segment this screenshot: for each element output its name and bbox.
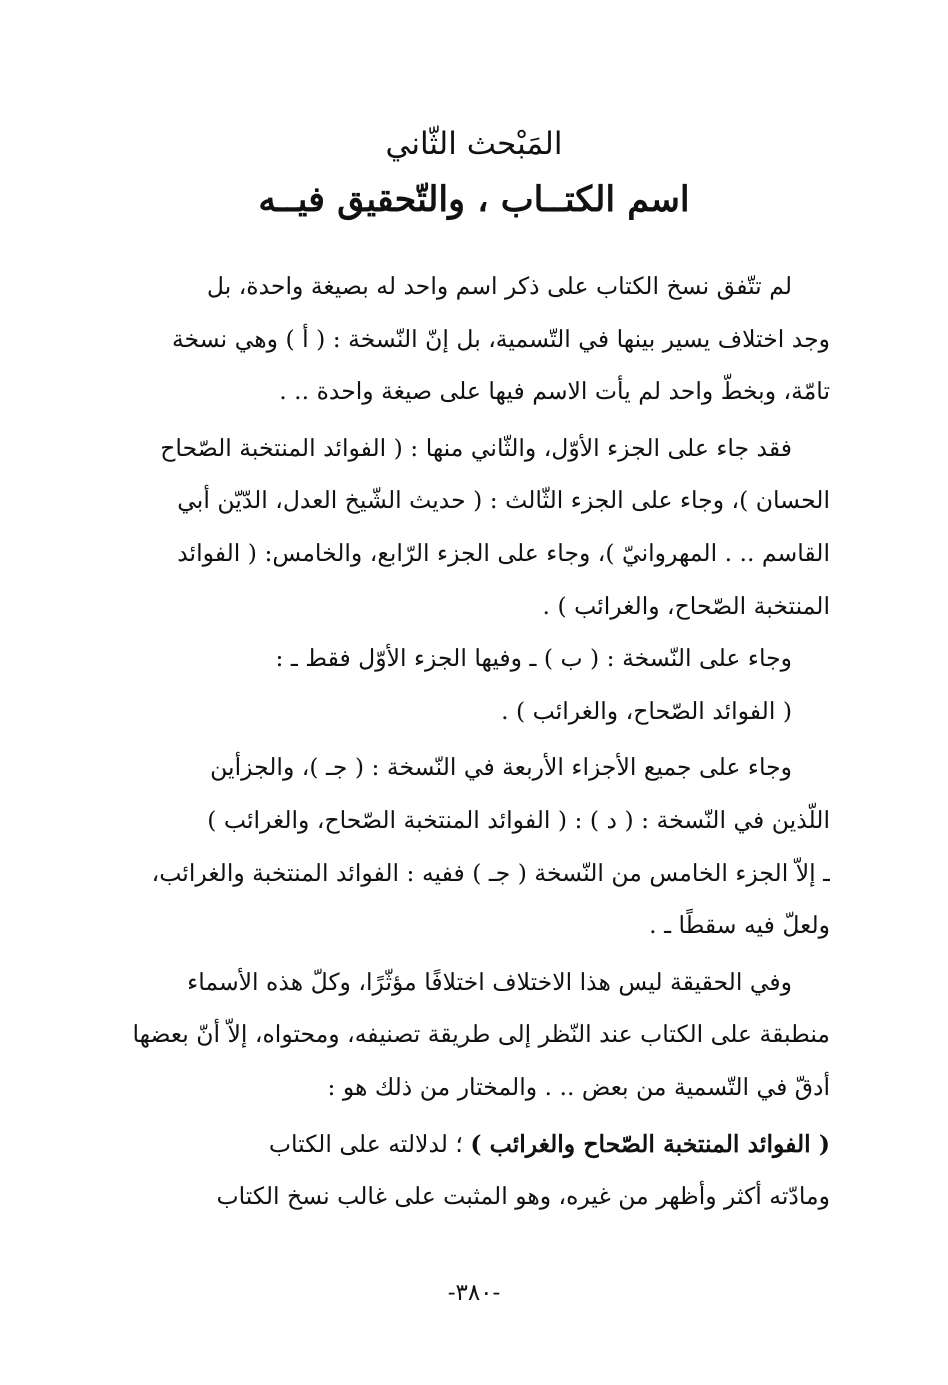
text-line: ـ إلاّ الجزء الخامس من النّسخة ( جـ ) ففيه : الفوائد المنتخبة والغرائب، [151,858,830,887]
text-line: منطبقة على الكتاب عند النّظر إلى طريقة تصنيفه، ومحتواه، إلاّ أنّ بعضها [132,1020,830,1049]
paragraph-6 [108,1118,830,1223]
text-line: القاسم .. . المهروانيّ )، وجاء على الجزء الرّابع، والخامس: ( الفوائد [177,538,830,567]
paragraph-3 [108,632,830,737]
text-line: تامّة، وبخطّ واحد لم يأت الاسم فيها على صيغة واحدة .. . [279,377,830,406]
section-subtitle: المَبْحث الثّاني [385,126,563,162]
text-line-rest: ؛ لدلالته على الكتاب [268,1129,471,1158]
text-line: ( الفوائد الصّحاح، والغرائب ) . [501,696,792,725]
section-title: اسم الكتــاب ، والتّحقيق فيــه [258,179,690,220]
text-line: وجاء على جميع الأجزاء الأربعة في النّسخة : ( جـ )، والجزأين [210,753,792,782]
paragraph-1 [108,260,830,418]
page-number: -٣٨٠- [447,1280,501,1306]
chosen-title: ( الفوائد المنتخبة الصّحاح والغرائب ) [470,1129,830,1158]
text-line [108,1118,830,1171]
text-line: المنتخبة الصّحاح، والغرائب ) . [542,591,830,620]
text-line: الحسان )، وجاء على الجزء الثّالث : ( حديث الشّيخ العدل، الدّيّن أبي [177,486,830,515]
paragraph-5 [108,956,830,1114]
text-line: اللّذين في النّسخة : ( د ) : ( الفوائد المنتخبة الصّحاح، والغرائب ) [207,805,830,834]
text-line: وفي الحقيقة ليس هذا الاختلاف اختلافًا مؤثّرًا، وكلّ هذه الأسماء [187,967,792,996]
text-line: أدقّ في التّسمية من بعض .. . والمختار من ذلك هو : [327,1072,830,1101]
paragraph-4 [108,741,830,951]
text-line: ومادّته أكثر وأظهر من غيره، وهو المثبت على غالب نسخ الكتاب [216,1182,830,1211]
text-line: ولعلّ فيه سقطًا ـ . [649,911,830,940]
text-line: فقد جاء على الجزء الأوّل، والثّاني منها : ( الفوائد المنتخبة الصّحاح [160,433,792,462]
text-line: وجاء على النّسخة : ( ب ) ـ وفيها الجزء الأوّل فقط ـ : [275,644,792,673]
body-text [108,260,830,1223]
paragraph-2 [108,422,830,632]
text-line: لم تتّفق نسخ الكتاب على ذكر اسم واحد له بصيغة واحدة، بل [206,272,792,300]
text-line: وجد اختلاف يسير بينها في التّسمية، بل إنّ النّسخة : ( أ ) وهي نسخة [171,324,830,353]
